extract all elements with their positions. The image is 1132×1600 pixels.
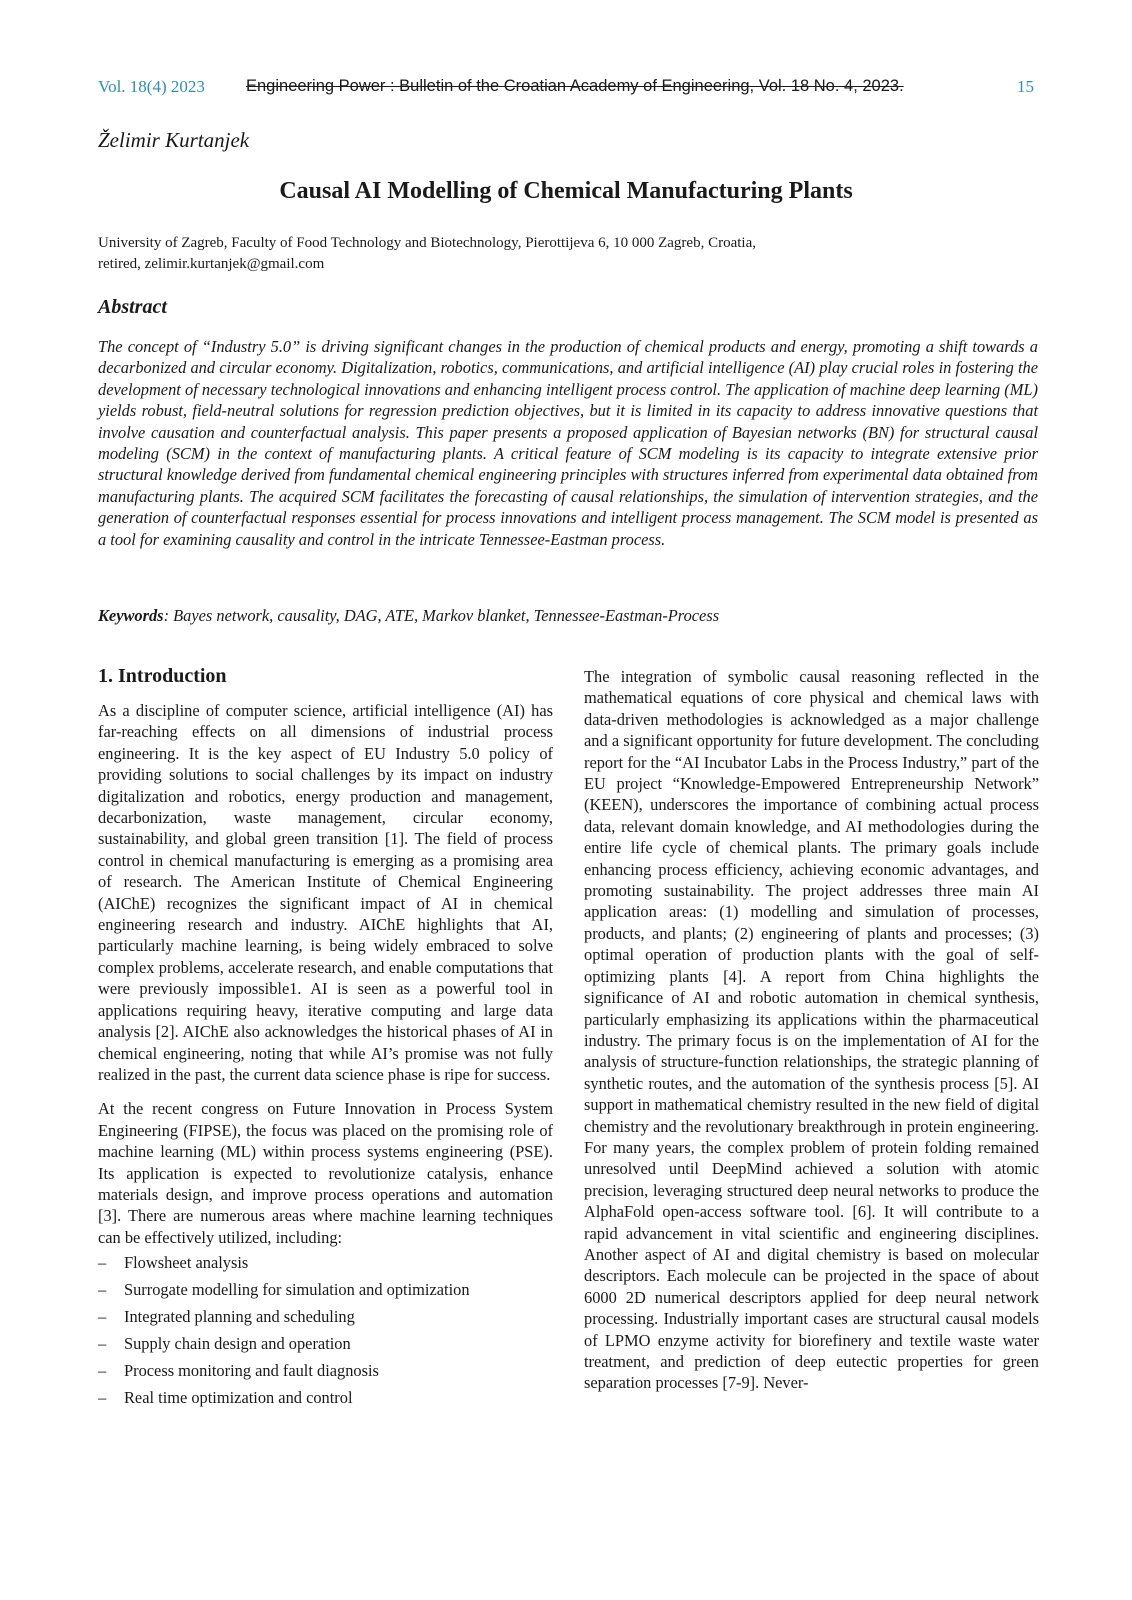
running-header bbox=[98, 77, 1034, 101]
left-column bbox=[98, 664, 553, 1414]
section-heading: 1. Introduction bbox=[98, 665, 227, 687]
paragraph: As a discipline of computer science, artificial intelligence (AI) has far-reaching effects on all dimensions of industrial process engineering. It is the key aspect of EU Industry 5.0 policy of providing solutions to social challenges by its impact on industry digitalization and robotics, energy production and management, decarbonization, waste management, circular economy, sustainability, and global green transition [1]. The field of process control in chemical manufacturing is emerging as a promising area of research. The American Institute of Chemical Engineering (AIChE) recognizes the significant impact of AI in chemical engineering research and industry. AIChE highlights that AI, particularly machine learning, is being widely embraced to solve complex problems, accelerate research, and enable computations that were previously impossible1. AI is seen as a powerful tool in applications requiring heavy, iterative computing and large data analysis [2]. AIChE also acknowledges the historical phases of AI in chemical engineering, noting that while AI’s promise was not fully realized in the past, the current data science phase is ripe for success. bbox=[98, 701, 553, 1084]
affiliation bbox=[98, 233, 1038, 275]
list-item: – Integrated planning and scheduling bbox=[98, 1306, 553, 1327]
journal-title: Engineering Power : Bulletin of the Croatian Academy of Engineering, Vol. 18 No. 4, 2023. bbox=[246, 77, 904, 95]
right-column bbox=[584, 666, 1039, 1407]
abstract-text: The concept of “Industry 5.0” is driving significant changes in the production of chemical products and energy, promoting a shift towards a decarbonized and circular economy. Digitalization, robotics, communications, and artificial intelligence (AI) play crucial roles in fostering the development of necessary technological innovations and enhancing intelligent process control. The application of machine deep learning (ML) yields robust, field-neutral solutions for regression prediction objectives, but it is limited in its capacity to address innovative questions that involve causation and counterfactual analysis. This paper presents a proposed application of Bayesian networks (BN) for structural causal modeling (SCM) in the context of manufacturing plants. A critical feature of SCM modeling is its capacity to integrate extensive prior structural knowledge derived from fundamental chemical engineering principles with structures inferred from experimental data obtained from manufacturing plants. The acquired SCM facilitates the forecasting of causal relationships, the simulation of intervention strategies, and the generation of counterfactual responses essential for process innovations and intelligent process management. The SCM model is presented as a tool for examining causality and control in the intricate Tennessee-Eastman process. bbox=[98, 337, 1038, 549]
list-item: – Process monitoring and fault diagnosis bbox=[98, 1360, 553, 1381]
paper-title: Causal AI Modelling of Chemical Manufacturing Plants bbox=[279, 178, 853, 204]
paragraph: The integration of symbolic causal reasoning reflected in the mathematical equations of core physical and chemical laws with data-driven methodologies is acknowledged as a major challenge and a significant opportunity for future development. The concluding report for the “AI Incubator Labs in the Process Industry,” part of the EU project “Knowledge-Empowered Entrepreneurship Network” (KEEN), underscores the importance of combining actual process data, relevant domain knowledge, and AI methodologies during the entire life cycle of chemical plants. The primary goals include enhancing process efficiency, achieving economic advantages, and promoting sustainability. The project addresses three main AI application areas: (1) modelling and simulation of processes, products, and plants; (2) engineering of plants and processes; (3) optimal operation of production plants with the goal of self-optimizing plants [4]. A report from China highlights the significance of AI and robotic automation in chemical synthesis, particularly emphasizing its applications within the pharmaceutical industry. The primary focus is on the implementation of AI for the analysis of structure-function relationships, the strategic planning of synthetic routes, and the automation of the synthesis process [5]. AI support in mathematical chemistry resulted in the new field of digital chemistry and the revolutionary breakthrough in protein engineering. For many years, the complex problem of protein folding remained unresolved until DeepMind achieved a solution with atomic precision, leveraging structured deep neural networks to produce the AlphaFold open-access software tool. [6]. It will contribute to a rapid advancement in vital scientific and engineering disciplines. Another aspect of AI and digital chemistry is based on molecular descriptors. Each molecule can be projected in the space of about 6000 2D numerical descriptors applied for deep neural network processing. Industrially important cases are structural causal models of LPMO enzyme activity for biorefinery and textile waste water treatment, and prediction of deep eutectic properties for green separation processes [7-9]. Never- bbox=[584, 667, 1039, 1393]
list-item: – Real time optimization and control bbox=[98, 1387, 553, 1408]
list-item: – Supply chain design and operation bbox=[98, 1333, 553, 1354]
volume-label: Vol. 18(4) 2023 bbox=[98, 77, 205, 96]
paragraph: At the recent congress on Future Innovation in Process System Engineering (FIPSE), the focus was placed on the promising role of machine learning (ML) within process systems engineering (PSE). Its application is expected to revolutionize catalysis, enhance materials design, and improve process operations and automation [3]. There are numerous areas where machine learning techniques can be effectively utilized, including: bbox=[98, 1099, 553, 1247]
affiliation-line: University of Zagreb, Faculty of Food Technology and Biotechnology, Pierottijeva 6, 10 000 Zagreb, Croatia, bbox=[98, 235, 756, 251]
list-item: – Surrogate modelling for simulation and optimization bbox=[98, 1279, 553, 1300]
ml-application-list bbox=[98, 1252, 553, 1408]
author-name: Želimir Kurtanjek bbox=[98, 128, 250, 152]
keywords-list: : Bayes network, causality, DAG, ATE, Markov blanket, Tennessee-Eastman-Process bbox=[163, 606, 720, 625]
keywords bbox=[98, 606, 1038, 626]
list-item: – Flowsheet analysis bbox=[98, 1252, 553, 1273]
page-number: 15 bbox=[1017, 77, 1034, 96]
keywords-label: Keywords bbox=[98, 606, 164, 625]
abstract-heading: Abstract bbox=[98, 296, 167, 318]
affiliation-line: retired, zelimir.kurtanjek@gmail.com bbox=[98, 256, 325, 272]
